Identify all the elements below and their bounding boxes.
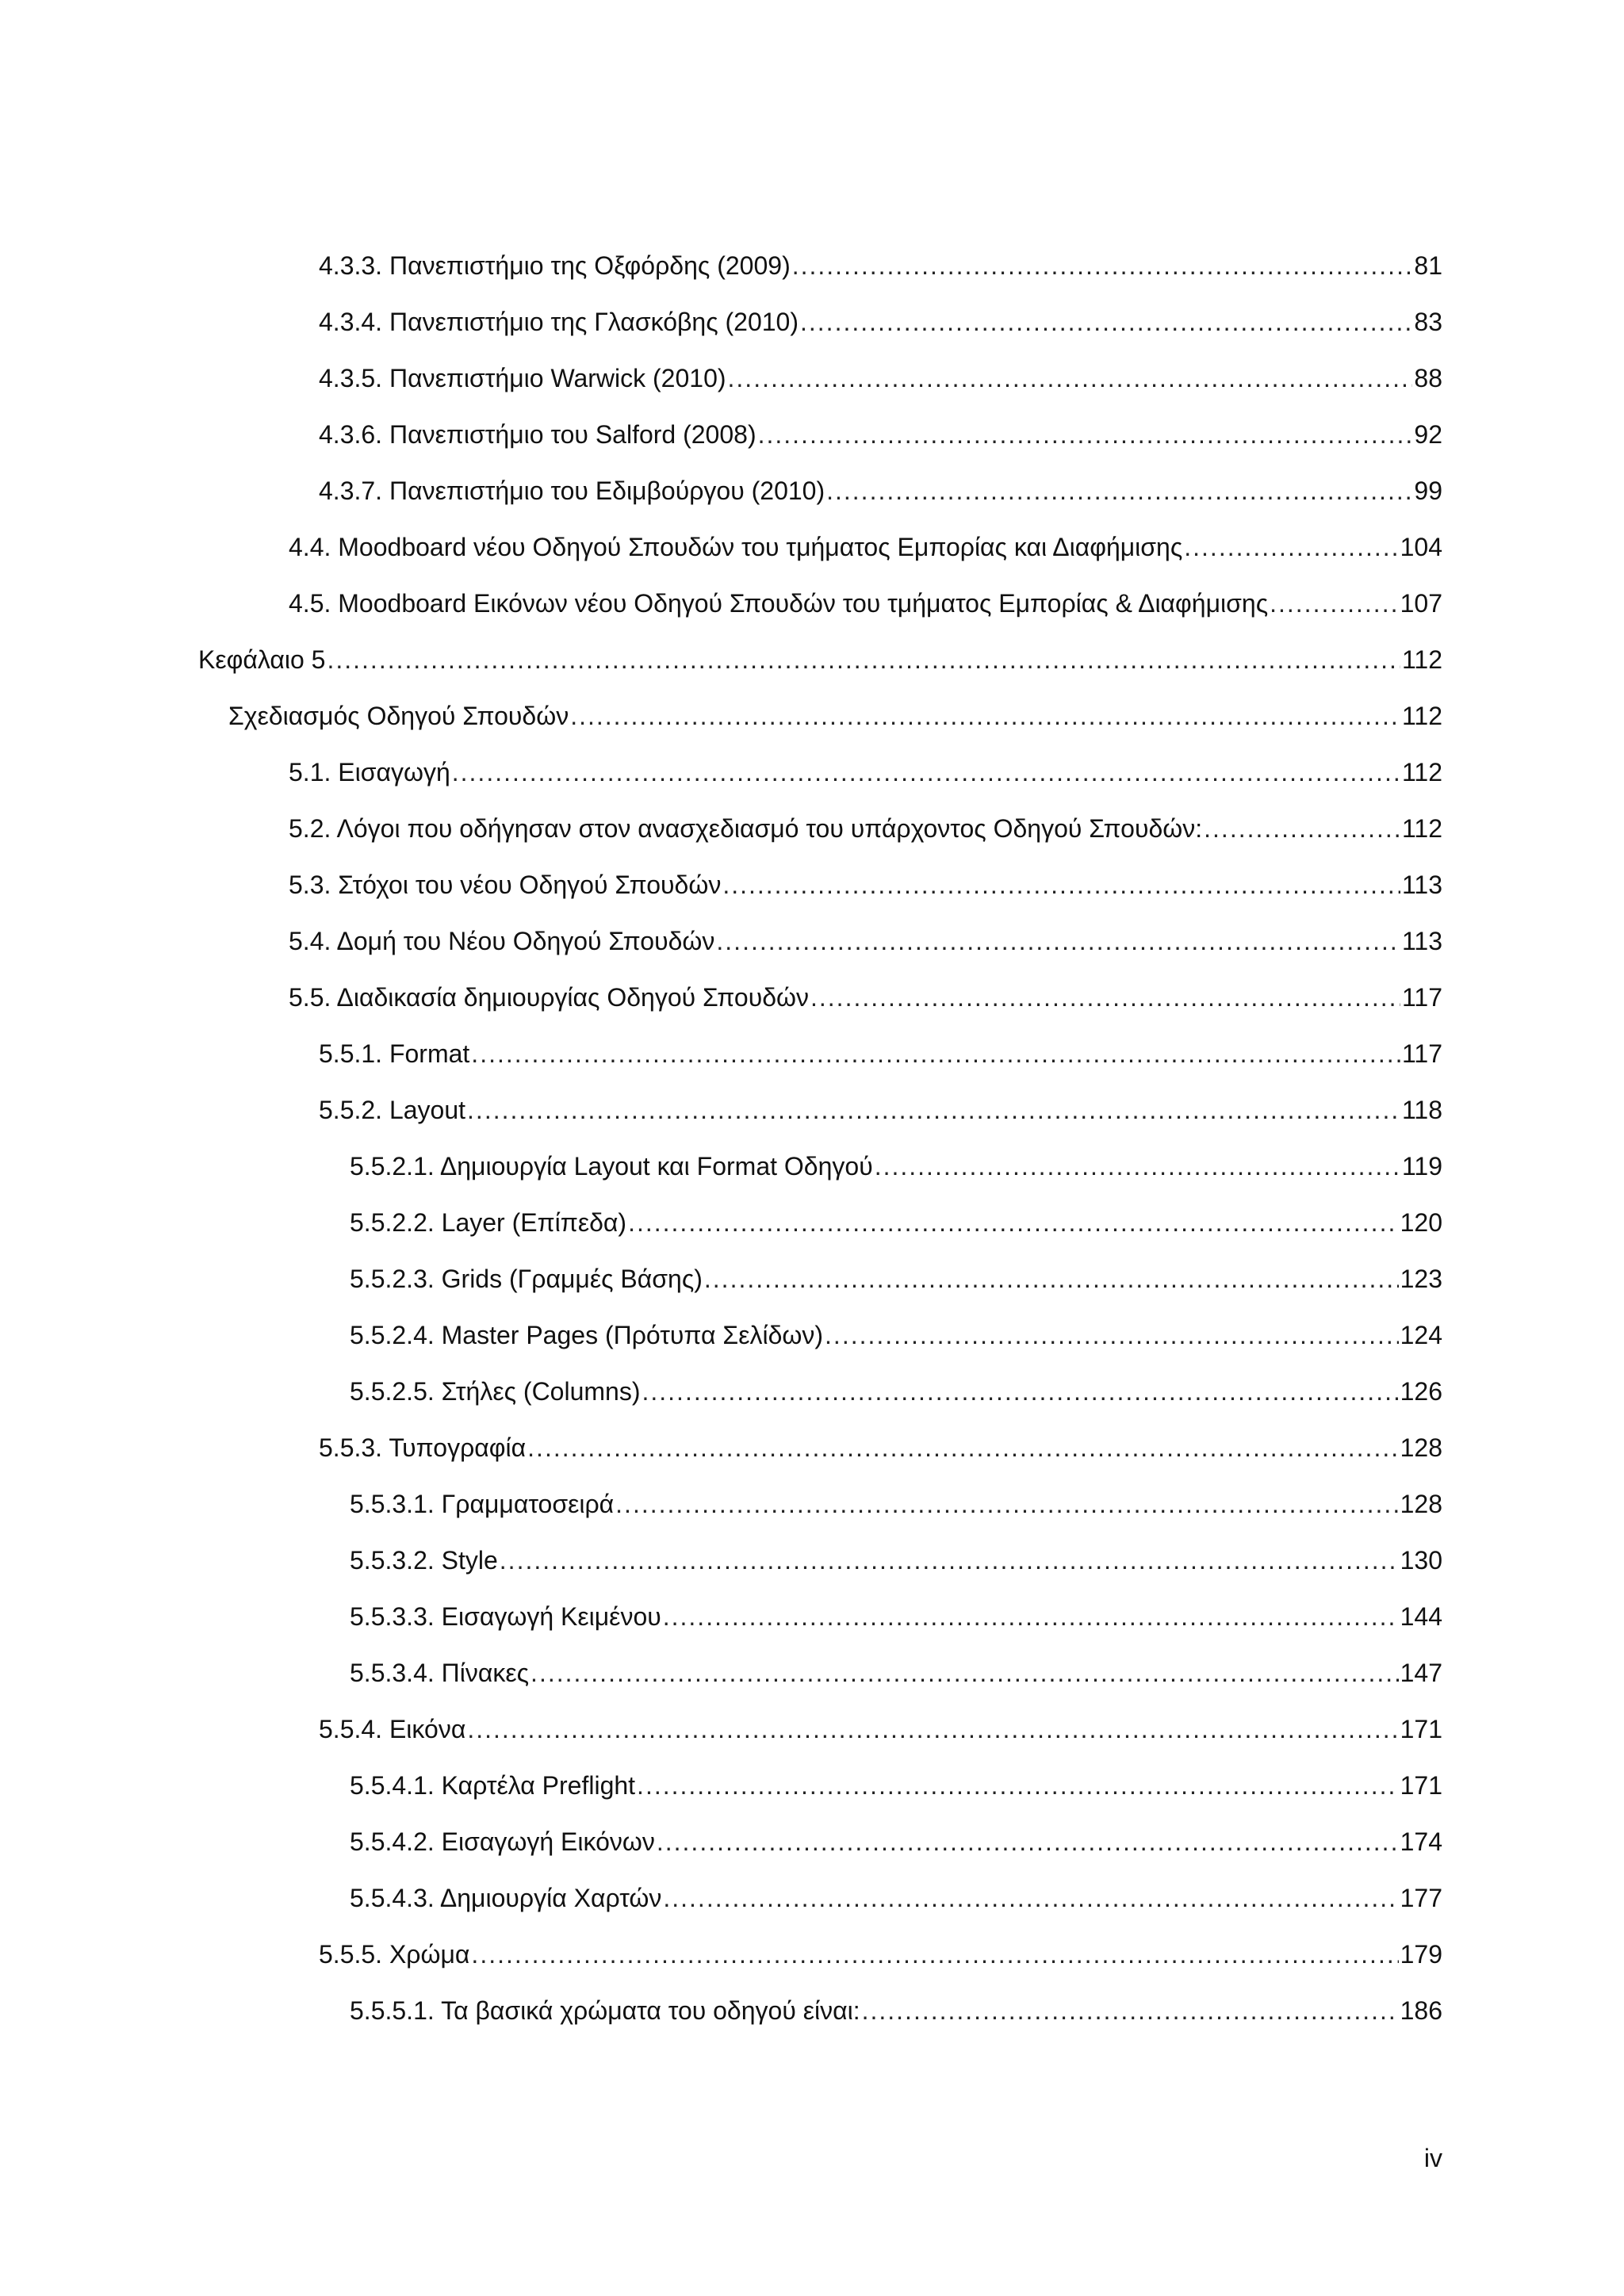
toc-entry-page: 147 [1400,1659,1442,1687]
toc-dot-leader [1270,586,1399,621]
toc-dot-leader [716,924,1400,959]
toc-entry-page: 113 [1401,927,1442,955]
toc-entry-page: 112 [1401,758,1442,786]
toc-entry-title: 5.2. Λόγοι που οδήγησαν στον ανασχεδιασμό του υπάρχοντος Οδηγού Σπουδών: [289,814,1203,843]
toc-dot-leader [527,1430,1398,1465]
toc-entry[interactable] [289,980,1442,1015]
toc-dot-leader [826,473,1412,508]
toc-entry-title: 5.5.4.1. Καρτέλα Preflight [350,1771,636,1800]
toc-entry[interactable] [350,1487,1442,1521]
toc-entry-title: 4.3.4. Πανεπιστήμιο της Γλασκόβης (2010) [319,308,799,336]
toc-entry-title: 5.5.3.2. Style [350,1546,498,1575]
toc-entry-page: 92 [1414,420,1442,449]
toc-entry-title: 5.5.3.4. Πίνακες [350,1659,530,1687]
toc-entry[interactable] [350,1374,1442,1409]
toc-entry[interactable] [289,586,1442,621]
toc-entry-page: 186 [1400,1996,1442,2025]
toc-entry-title: 5.5.2.1. Δημιουργία Layout και Format Οδηγού [350,1152,873,1181]
toc-entry-page: 112 [1401,814,1442,843]
toc-entry[interactable] [350,1824,1442,1859]
toc-entry-title: 5.5.1. Format [319,1039,470,1068]
toc-dot-leader [628,1205,1399,1240]
toc-entry-title: 4.3.6. Πανεπιστήμιο του Salford (2008) [319,420,756,449]
toc-entry-page: 107 [1400,589,1442,618]
toc-dot-leader [530,1655,1399,1690]
toc-entry[interactable] [350,1205,1442,1240]
toc-dot-leader [663,1881,1398,1915]
toc-dot-leader [471,1036,1400,1071]
toc-entry-page: 117 [1401,983,1442,1012]
toc-entry-page: 171 [1400,1715,1442,1743]
toc-entry-page: 117 [1401,1039,1442,1068]
toc-entry[interactable] [289,530,1442,564]
toc-entry-page: 120 [1400,1208,1442,1237]
toc-dot-leader [825,1318,1399,1353]
toc-entry[interactable] [319,248,1442,283]
toc-entry-title: 4.4. Moodboard νέου Οδηγού Σπουδών του τμήματος Εμπορίας και Διαφήμισης [289,533,1183,561]
toc-dot-leader [663,1599,1399,1634]
toc-dot-leader [810,980,1400,1015]
toc-dot-leader [471,1937,1398,1972]
toc-entry[interactable] [289,867,1442,902]
toc-entry-page: 104 [1400,533,1442,561]
toc-entry-title: 5.5.3. Τυπογραφία [319,1433,527,1462]
toc-entry[interactable] [319,1093,1442,1127]
toc-entry-page: 126 [1400,1377,1442,1406]
toc-dot-leader [1184,530,1398,564]
toc-entry-page: 118 [1401,1096,1442,1124]
toc-entry-page: 113 [1401,871,1442,899]
toc-entry-title: Σχεδιασμός Οδηγού Σπουδών [228,702,569,730]
toc-entry-title: 4.3.5. Πανεπιστήμιο Warwick (2010) [319,364,726,392]
toc-entry-title: 5.5.4.3. Δημιουργία Χαρτών [350,1884,662,1912]
toc-entry-page: 99 [1414,476,1442,505]
toc-dot-leader [467,1093,1400,1127]
toc-dot-leader [722,867,1400,902]
toc-entry-title: 5.5.2. Layout [319,1096,466,1124]
toc-entry[interactable] [350,1149,1442,1184]
toc-entry-title: 5.5.2.2. Layer (Επίπεδα) [350,1208,627,1237]
toc-entry-page: 81 [1414,251,1442,280]
toc-dot-leader [615,1487,1398,1521]
toc-entry-title: 5.5.5. Χρώμα [319,1940,470,1969]
toc-dot-leader [758,417,1413,452]
toc-entry[interactable] [319,1036,1442,1071]
toc-entry-title: 4.3.3. Πανεπιστήμιο της Οξφόρδης (2009) [319,251,791,280]
toc-entry[interactable] [350,1655,1442,1690]
toc-entry-title: 4.5. Moodboard Εικόνων νέου Οδηγού Σπουδών του τμήματος Εμπορίας & Διαφήμισης [289,589,1269,618]
toc-entry-page: 112 [1401,645,1442,674]
toc-entry-title: 5.5.3.1. Γραμματοσειρά [350,1490,615,1518]
toc-entry-page: 124 [1400,1321,1442,1349]
toc-entry[interactable] [319,1937,1442,1972]
toc-entry[interactable] [319,1712,1442,1747]
toc-entry-page: 144 [1400,1602,1442,1631]
toc-entry-page: 128 [1400,1490,1442,1518]
toc-entry[interactable] [350,1881,1442,1915]
toc-dot-leader [452,755,1400,790]
toc-entry-page: 179 [1400,1940,1442,1969]
page-number: iv [1423,2144,1442,2172]
toc-dot-leader [1204,811,1400,846]
toc-entry[interactable] [228,698,1442,733]
toc-dot-leader [637,1768,1399,1803]
toc-entry-title: Κεφάλαιο 5 [198,645,326,674]
toc-entry-page: 119 [1401,1152,1442,1181]
toc-entry[interactable] [350,1318,1442,1353]
toc-entry-title: 5.5.4.2. Εισαγωγή Εικόνων [350,1827,655,1856]
toc-entry-page: 171 [1400,1771,1442,1800]
toc-dot-leader [327,642,1400,677]
toc-dot-leader [862,1993,1399,2028]
toc-entry[interactable] [319,361,1442,396]
toc-entry-page: 174 [1400,1827,1442,1856]
toc-entry-page: 83 [1414,308,1442,336]
toc-entry-page: 88 [1414,364,1442,392]
toc-entry-title: 5.5.3.3. Εισαγωγή Κειμένου [350,1602,661,1631]
toc-entry[interactable] [350,1993,1442,2028]
toc-entry[interactable] [319,473,1442,508]
toc-entry-title: 5.5.4. Εικόνα [319,1715,466,1743]
toc-entry-page: 130 [1400,1546,1442,1575]
toc-entry-page: 123 [1400,1265,1442,1293]
toc-entry[interactable] [289,755,1442,790]
toc-entry-title: 4.3.7. Πανεπιστήμιο του Εδιμβούργου (2010) [319,476,825,505]
toc-entry[interactable] [319,304,1442,339]
toc-dot-leader [875,1149,1400,1184]
toc-entry-title: 5.5.2.5. Στήλες (Columns) [350,1377,641,1406]
toc-entry-title: 5.5.2.3. Grids (Γραμμές Βάσης) [350,1265,703,1293]
toc-entry[interactable] [319,1430,1442,1465]
toc-dot-leader [792,248,1413,283]
toc-entry[interactable] [319,417,1442,452]
toc-entry[interactable] [289,924,1442,959]
toc-dot-leader [500,1543,1399,1578]
toc-entry[interactable] [350,1543,1442,1578]
toc-entry[interactable] [350,1261,1442,1296]
toc-entry[interactable] [198,642,1442,677]
toc-entry[interactable] [350,1768,1442,1803]
toc-entry-title: 5.3. Στόχοι του νέου Οδηγού Σπουδών [289,871,722,899]
toc-entry-title: 5.4. Δομή του Νέου Οδηγού Σπουδών [289,927,715,955]
toc-entry-page: 177 [1400,1884,1442,1912]
toc-entry[interactable] [350,1599,1442,1634]
toc-dot-leader [570,698,1400,733]
toc-entry-title: 5.5.2.4. Master Pages (Πρότυπα Σελίδων) [350,1321,824,1349]
toc-dot-leader [800,304,1412,339]
toc-dot-leader [704,1261,1399,1296]
toc-entry-title: 5.5. Διαδικασία δημιουργίας Οδηγού Σπουδών [289,983,809,1012]
toc-dot-leader [642,1374,1398,1409]
toc-entry[interactable] [289,811,1442,846]
toc-dot-leader [657,1824,1399,1859]
toc-entry-title: 5.1. Εισαγωγή [289,758,450,786]
toc-dot-leader [467,1712,1398,1747]
toc-entry-page: 112 [1401,702,1442,730]
toc-dot-leader [728,361,1413,396]
toc-entry-page: 128 [1400,1433,1442,1462]
toc-entry-title: 5.5.5.1. Τα βασικά χρώματα του οδηγού είναι: [350,1996,860,2025]
